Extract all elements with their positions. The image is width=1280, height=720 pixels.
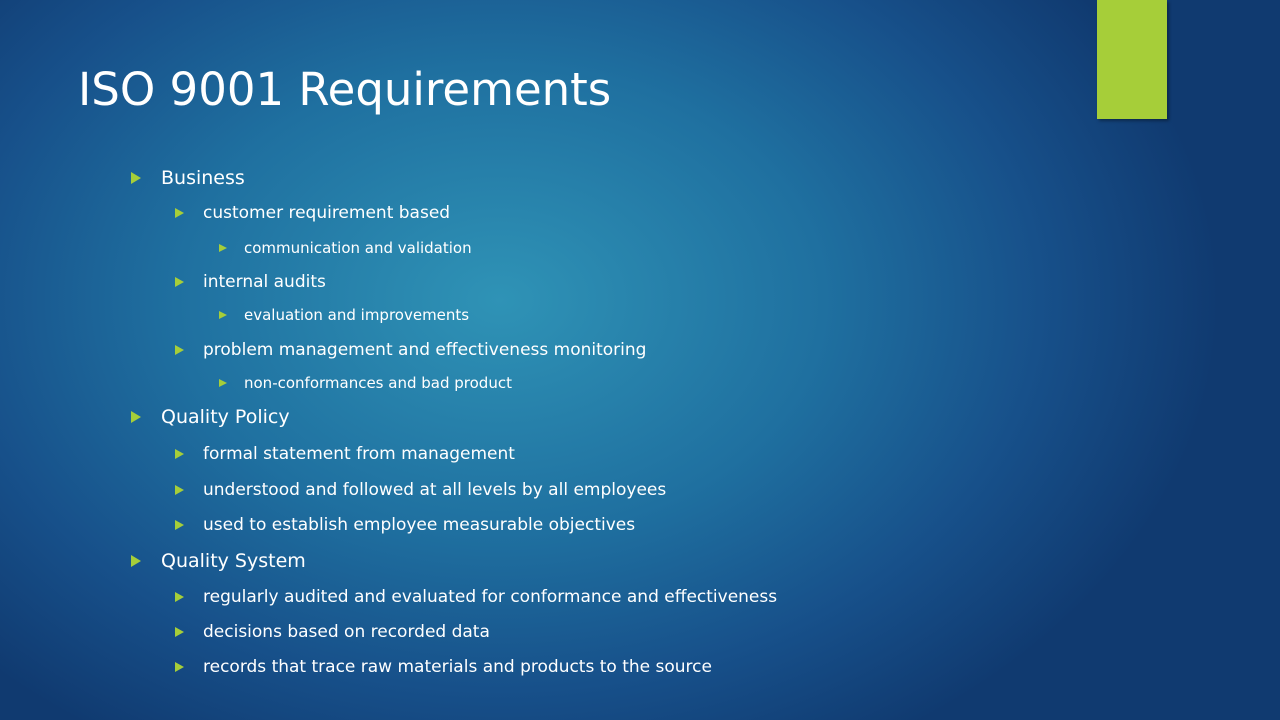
bullet-arrow-icon <box>175 277 184 287</box>
bullet-text: used to establish employee measurable objectives <box>203 515 636 535</box>
bullet-item <box>175 339 646 361</box>
bullet-arrow-icon <box>175 345 184 355</box>
bullet-item <box>175 514 635 536</box>
bullet-item <box>175 479 666 501</box>
bullet-item <box>219 238 472 258</box>
bullet-text: non-conformances and bad product <box>244 374 512 392</box>
bullet-arrow-icon <box>175 592 184 602</box>
slide-title: ISO 9001 Requirements <box>78 63 612 116</box>
bullet-item <box>175 656 712 678</box>
bullet-text: customer requirement based <box>203 203 451 223</box>
bullet-text: records that trace raw materials and products to the source <box>203 657 712 677</box>
bullet-item <box>175 443 515 465</box>
bullet-item <box>175 271 326 293</box>
bullet-text: formal statement from management <box>203 444 515 464</box>
bullet-arrow-icon <box>175 662 184 672</box>
bullet-text: decisions based on recorded data <box>203 622 490 642</box>
bullet-arrow-icon <box>175 520 184 530</box>
bullet-text: evaluation and improvements <box>244 306 470 324</box>
bullet-arrow-icon <box>175 627 184 637</box>
bullet-text: Quality System <box>161 550 306 572</box>
bullet-text: problem management and effectiveness monitoring <box>203 340 647 360</box>
bullet-arrow-icon <box>131 555 141 567</box>
bullet-item <box>175 586 777 608</box>
bullet-text: Quality Policy <box>161 406 290 428</box>
bullet-arrow-icon <box>175 485 184 495</box>
bullet-text: understood and followed at all levels by all employees <box>203 480 667 500</box>
bullet-arrow-icon <box>219 244 227 252</box>
bullet-arrow-icon <box>131 411 141 423</box>
bullet-item <box>219 305 469 325</box>
bullet-arrow-icon <box>219 379 227 387</box>
bullet-arrow-icon <box>175 449 184 459</box>
bullet-arrow-icon <box>175 208 184 218</box>
bullet-arrow-icon <box>219 311 227 319</box>
bullet-text: Business <box>161 167 245 189</box>
bullet-text: regularly audited and evaluated for conformance and effectiveness <box>203 587 778 607</box>
bullet-item <box>131 405 290 429</box>
bullet-text: internal audits <box>203 272 326 292</box>
bullet-text: communication and validation <box>244 239 472 257</box>
bullet-item <box>131 166 245 190</box>
bullet-item <box>175 621 490 643</box>
bullet-item <box>219 373 512 393</box>
bullet-item <box>175 202 450 224</box>
bullet-item <box>131 549 306 573</box>
bullet-arrow-icon <box>131 172 141 184</box>
